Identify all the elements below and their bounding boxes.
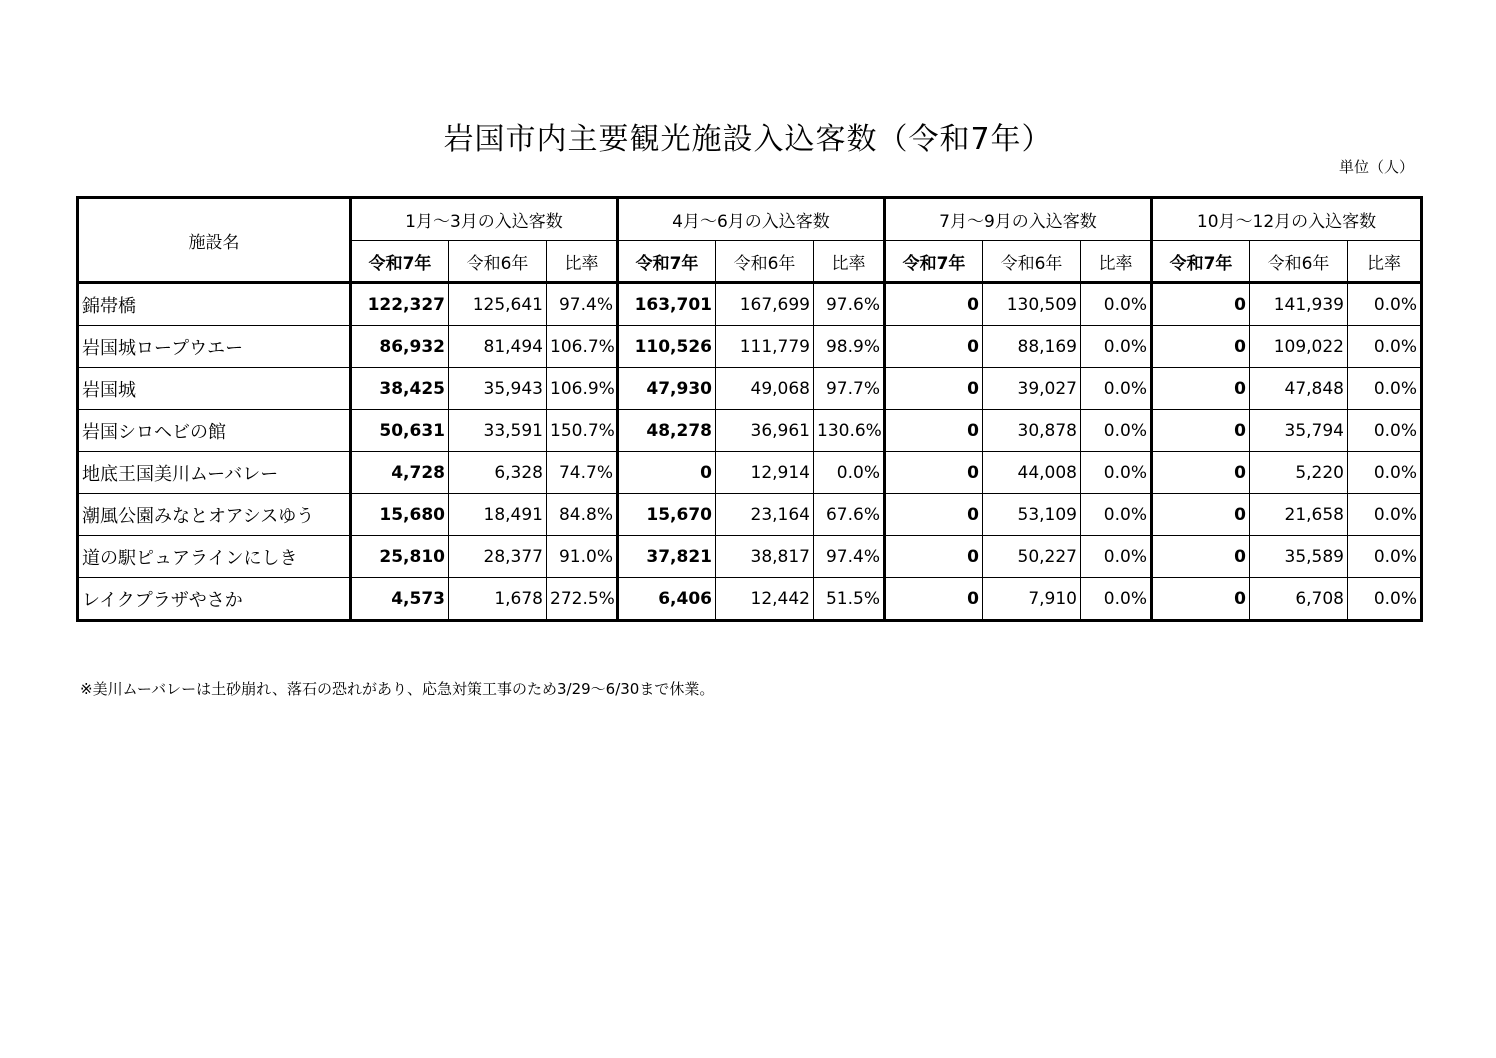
table-row <box>78 326 1422 368</box>
value-r7: 0 <box>1152 452 1250 494</box>
value-r7: 0 <box>885 536 983 578</box>
value-r6: 28,377 <box>449 536 547 578</box>
page-title: 岩国市内主要観光施設入込客数（令和7年） <box>443 122 1053 157</box>
table-row <box>78 368 1422 410</box>
value-ratio: 67.6% <box>814 494 885 536</box>
value-r7: 0 <box>1152 578 1250 621</box>
value-r6: 88,169 <box>983 326 1081 368</box>
value-r6: 50,227 <box>983 536 1081 578</box>
value-r6: 130,509 <box>983 283 1081 326</box>
value-ratio: 97.6% <box>814 283 885 326</box>
visitor-table <box>76 196 1423 622</box>
value-r6: 38,817 <box>716 536 814 578</box>
value-r7: 38,425 <box>351 368 449 410</box>
value-r6: 47,848 <box>1250 368 1348 410</box>
facility-header: 施設名 <box>78 198 351 283</box>
facility-name: レイクプラザやさか <box>78 578 351 621</box>
value-r6: 30,878 <box>983 410 1081 452</box>
value-r7: 86,932 <box>351 326 449 368</box>
facility-name: 岩国城 <box>78 368 351 410</box>
value-r6: 23,164 <box>716 494 814 536</box>
col-header-r6: 令和6年 <box>983 241 1081 283</box>
col-header-r7: 令和7年 <box>351 241 449 283</box>
table-row <box>78 452 1422 494</box>
value-r7: 110,526 <box>618 326 716 368</box>
value-r7: 0 <box>885 326 983 368</box>
col-header-r7: 令和7年 <box>618 241 716 283</box>
value-ratio: 0.0% <box>1081 536 1152 578</box>
value-r6: 53,109 <box>983 494 1081 536</box>
period-header: 10月～12月の入込客数 <box>1152 198 1422 241</box>
value-r7: 0 <box>1152 494 1250 536</box>
value-r7: 25,810 <box>351 536 449 578</box>
value-r7: 37,821 <box>618 536 716 578</box>
value-ratio: 0.0% <box>1348 283 1422 326</box>
value-ratio: 130.6% <box>814 410 885 452</box>
value-ratio: 106.7% <box>547 326 618 368</box>
value-r6: 5,220 <box>1250 452 1348 494</box>
value-r7: 48,278 <box>618 410 716 452</box>
period-header: 4月～6月の入込客数 <box>618 198 885 241</box>
value-ratio: 106.9% <box>547 368 618 410</box>
value-ratio: 0.0% <box>1348 578 1422 621</box>
value-ratio: 272.5% <box>547 578 618 621</box>
value-ratio: 97.4% <box>547 283 618 326</box>
value-r6: 35,943 <box>449 368 547 410</box>
value-r6: 39,027 <box>983 368 1081 410</box>
value-ratio: 0.0% <box>1081 494 1152 536</box>
value-r6: 109,022 <box>1250 326 1348 368</box>
period-header: 7月～9月の入込客数 <box>885 198 1152 241</box>
table-row <box>78 536 1422 578</box>
value-r6: 12,914 <box>716 452 814 494</box>
footnote: ※美川ムーバレーは土砂崩れ、落石の恐れがあり、応急対策工事のため3/29～6/30まで休業。 <box>80 680 715 698</box>
col-header-r6: 令和6年 <box>1250 241 1348 283</box>
table-body <box>78 283 1422 621</box>
facility-name: 岩国シロヘビの館 <box>78 410 351 452</box>
value-ratio: 74.7% <box>547 452 618 494</box>
value-ratio: 84.8% <box>547 494 618 536</box>
value-r6: 33,591 <box>449 410 547 452</box>
value-ratio: 91.0% <box>547 536 618 578</box>
col-header-ratio: 比率 <box>814 241 885 283</box>
value-r6: 141,939 <box>1250 283 1348 326</box>
value-ratio: 98.9% <box>814 326 885 368</box>
value-r6: 7,910 <box>983 578 1081 621</box>
value-r6: 36,961 <box>716 410 814 452</box>
value-r7: 6,406 <box>618 578 716 621</box>
value-r7: 47,930 <box>618 368 716 410</box>
value-r6: 125,641 <box>449 283 547 326</box>
value-r7: 0 <box>885 452 983 494</box>
value-ratio: 0.0% <box>1081 578 1152 621</box>
value-r6: 49,068 <box>716 368 814 410</box>
value-ratio: 150.7% <box>547 410 618 452</box>
table-row <box>78 494 1422 536</box>
value-ratio: 0.0% <box>1081 283 1152 326</box>
value-r6: 35,589 <box>1250 536 1348 578</box>
value-r6: 167,699 <box>716 283 814 326</box>
value-r7: 0 <box>1152 326 1250 368</box>
value-ratio: 0.0% <box>814 452 885 494</box>
value-r6: 44,008 <box>983 452 1081 494</box>
value-r7: 15,670 <box>618 494 716 536</box>
value-r7: 122,327 <box>351 283 449 326</box>
value-r7: 0 <box>885 410 983 452</box>
value-r7: 0 <box>885 578 983 621</box>
value-ratio: 0.0% <box>1081 326 1152 368</box>
col-header-ratio: 比率 <box>1081 241 1152 283</box>
table-row <box>78 410 1422 452</box>
col-header-ratio: 比率 <box>1348 241 1422 283</box>
value-r6: 21,658 <box>1250 494 1348 536</box>
unit-label: 単位（人） <box>1338 158 1414 176</box>
value-r7: 4,728 <box>351 452 449 494</box>
value-ratio: 0.0% <box>1348 410 1422 452</box>
col-header-r6: 令和6年 <box>449 241 547 283</box>
facility-name: 潮風公園みなとオアシスゆう <box>78 494 351 536</box>
value-r6: 81,494 <box>449 326 547 368</box>
value-r6: 12,442 <box>716 578 814 621</box>
value-r6: 111,779 <box>716 326 814 368</box>
facility-name: 地底王国美川ムーバレー <box>78 452 351 494</box>
value-r7: 0 <box>618 452 716 494</box>
facility-name: 錦帯橋 <box>78 283 351 326</box>
facility-name: 道の駅ピュアラインにしき <box>78 536 351 578</box>
value-ratio: 0.0% <box>1081 368 1152 410</box>
value-r7: 0 <box>885 494 983 536</box>
value-ratio: 0.0% <box>1081 452 1152 494</box>
period-header: 1月～3月の入込客数 <box>351 198 618 241</box>
value-r7: 0 <box>1152 283 1250 326</box>
value-r7: 15,680 <box>351 494 449 536</box>
col-header-ratio: 比率 <box>547 241 618 283</box>
value-ratio: 0.0% <box>1348 326 1422 368</box>
value-ratio: 51.5% <box>814 578 885 621</box>
value-r7: 0 <box>1152 368 1250 410</box>
value-r7: 0 <box>1152 410 1250 452</box>
value-r6: 35,794 <box>1250 410 1348 452</box>
value-r6: 18,491 <box>449 494 547 536</box>
value-ratio: 0.0% <box>1348 452 1422 494</box>
value-ratio: 97.7% <box>814 368 885 410</box>
value-ratio: 0.0% <box>1348 494 1422 536</box>
value-r7: 0 <box>885 283 983 326</box>
value-ratio: 0.0% <box>1348 368 1422 410</box>
col-header-r7: 令和7年 <box>885 241 983 283</box>
col-header-r6: 令和6年 <box>716 241 814 283</box>
table-row <box>78 578 1422 621</box>
table-row <box>78 283 1422 326</box>
facility-name: 岩国城ロープウエー <box>78 326 351 368</box>
value-ratio: 97.4% <box>814 536 885 578</box>
col-header-r7: 令和7年 <box>1152 241 1250 283</box>
value-ratio: 0.0% <box>1081 410 1152 452</box>
value-r6: 1,678 <box>449 578 547 621</box>
value-r7: 163,701 <box>618 283 716 326</box>
value-r7: 0 <box>885 368 983 410</box>
value-ratio: 0.0% <box>1348 536 1422 578</box>
value-r6: 6,328 <box>449 452 547 494</box>
value-r7: 50,631 <box>351 410 449 452</box>
value-r6: 6,708 <box>1250 578 1348 621</box>
value-r7: 0 <box>1152 536 1250 578</box>
value-r7: 4,573 <box>351 578 449 621</box>
